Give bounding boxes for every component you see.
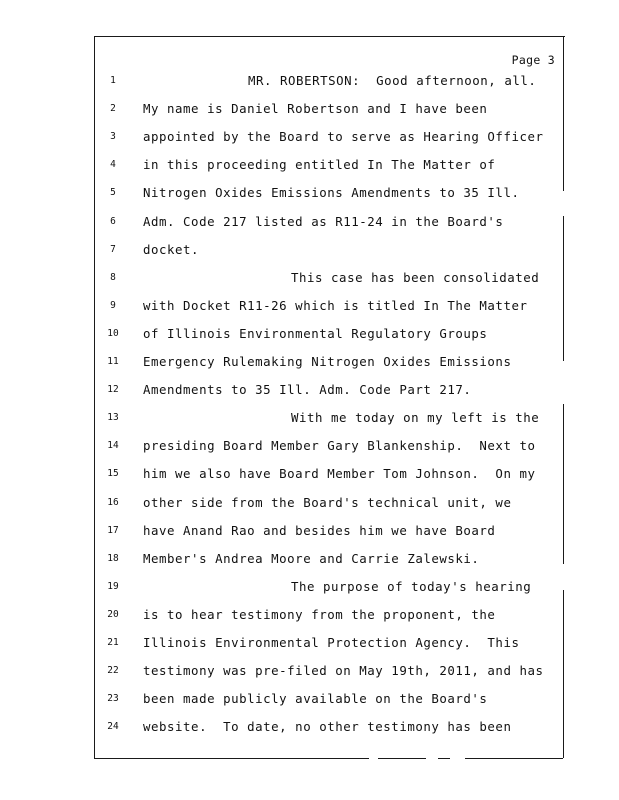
line-number: 7	[110, 243, 116, 255]
line-text: with Docket R11-26 which is titled In The Matter	[143, 297, 528, 313]
line-number: 14	[107, 440, 119, 452]
line-number: 13	[107, 412, 119, 424]
line-number: 11	[107, 356, 119, 367]
line-number: 15	[107, 468, 119, 480]
transcript-line	[0, 551, 619, 579]
line-number: 16	[107, 496, 119, 508]
line-text: other side from the Board's technical unit, we	[143, 494, 512, 510]
line-text: been made publicly available on the Board's	[143, 691, 488, 707]
page-border-bottom	[94, 758, 369, 759]
transcript-line	[0, 579, 619, 607]
line-text: MR. ROBERTSON: Good afternoon, all.	[248, 73, 537, 88]
line-text: appointed by the Board to serve as Hearing Officer	[143, 129, 544, 145]
line-text: Adm. Code 217 listed as R11-24 in the Board's	[143, 213, 504, 229]
transcript-line	[0, 129, 619, 157]
transcript-line	[0, 157, 619, 185]
transcript-line	[0, 719, 619, 747]
line-text: presiding Board Member Gary Blankenship. Next to	[143, 438, 536, 454]
line-number: 12	[107, 384, 119, 396]
line-number: 4	[110, 159, 116, 171]
line-text: of Illinois Environmental Regulatory Groups	[143, 325, 488, 341]
transcript-line	[0, 382, 619, 410]
line-number: 22	[107, 665, 119, 677]
line-text: Nitrogen Oxides Emissions Amendments to 35 Ill.	[143, 185, 520, 201]
page-number: Page 3	[511, 53, 555, 67]
line-number: 20	[107, 608, 119, 620]
line-text: website. To date, no other testimony has been	[143, 719, 512, 735]
page-border-bottom	[378, 758, 426, 759]
line-text: My name is Daniel Robertson and I have been	[143, 101, 488, 117]
transcript-line	[0, 691, 619, 719]
line-text: in this proceeding entitled In The Matter of	[143, 157, 496, 173]
transcript-line	[0, 466, 619, 494]
line-number: 24	[107, 721, 119, 733]
transcript-line	[0, 635, 619, 663]
line-number: 10	[107, 327, 119, 339]
transcript-line	[0, 607, 619, 635]
transcript-line	[0, 101, 619, 129]
line-text: Amendments to 35 Ill. Adm. Code Part 217.	[143, 382, 472, 398]
line-number: 5	[110, 187, 116, 199]
transcript-line	[0, 354, 619, 382]
line-text: Emergency Rulemaking Nitrogen Oxides Emissions	[143, 354, 512, 369]
line-number: 19	[107, 580, 119, 592]
transcript-line	[0, 73, 619, 101]
line-text: docket.	[143, 241, 200, 257]
transcript-line	[0, 523, 619, 551]
line-number: 1	[110, 75, 116, 86]
transcript-line	[0, 214, 619, 242]
line-number: 18	[107, 552, 119, 564]
line-number: 3	[110, 131, 116, 143]
line-text: The purpose of today's hearing	[291, 578, 532, 594]
line-number: 6	[110, 215, 116, 227]
page-border-bottom	[438, 758, 450, 759]
transcript-line	[0, 185, 619, 213]
line-number: 17	[107, 524, 119, 536]
line-text: have Anand Rao and besides him we have Board	[143, 522, 496, 538]
transcript-line	[0, 438, 619, 466]
line-number: 9	[110, 299, 116, 311]
line-text: Member's Andrea Moore and Carrie Zalewski.	[143, 550, 480, 566]
line-number: 23	[107, 693, 119, 705]
transcript-line	[0, 663, 619, 691]
transcript-line	[0, 326, 619, 354]
transcript-line	[0, 242, 619, 270]
line-number: 8	[110, 271, 116, 283]
line-text: Illinois Environmental Protection Agency. This	[143, 635, 520, 650]
page-border-bottom	[465, 758, 563, 759]
transcript-line	[0, 410, 619, 438]
transcript-line	[0, 298, 619, 326]
line-number: 2	[110, 103, 116, 115]
transcript-line	[0, 270, 619, 298]
line-number: 21	[107, 637, 119, 648]
transcript-line	[0, 495, 619, 523]
line-text: With me today on my left is the	[291, 410, 540, 426]
line-text: testimony was pre-filed on May 19th, 2011, and has	[143, 663, 544, 679]
line-text: This case has been consolidated	[291, 269, 540, 285]
line-text: him we also have Board Member Tom Johnson. On my	[143, 466, 536, 482]
line-text: is to hear testimony from the proponent, the	[143, 606, 496, 622]
